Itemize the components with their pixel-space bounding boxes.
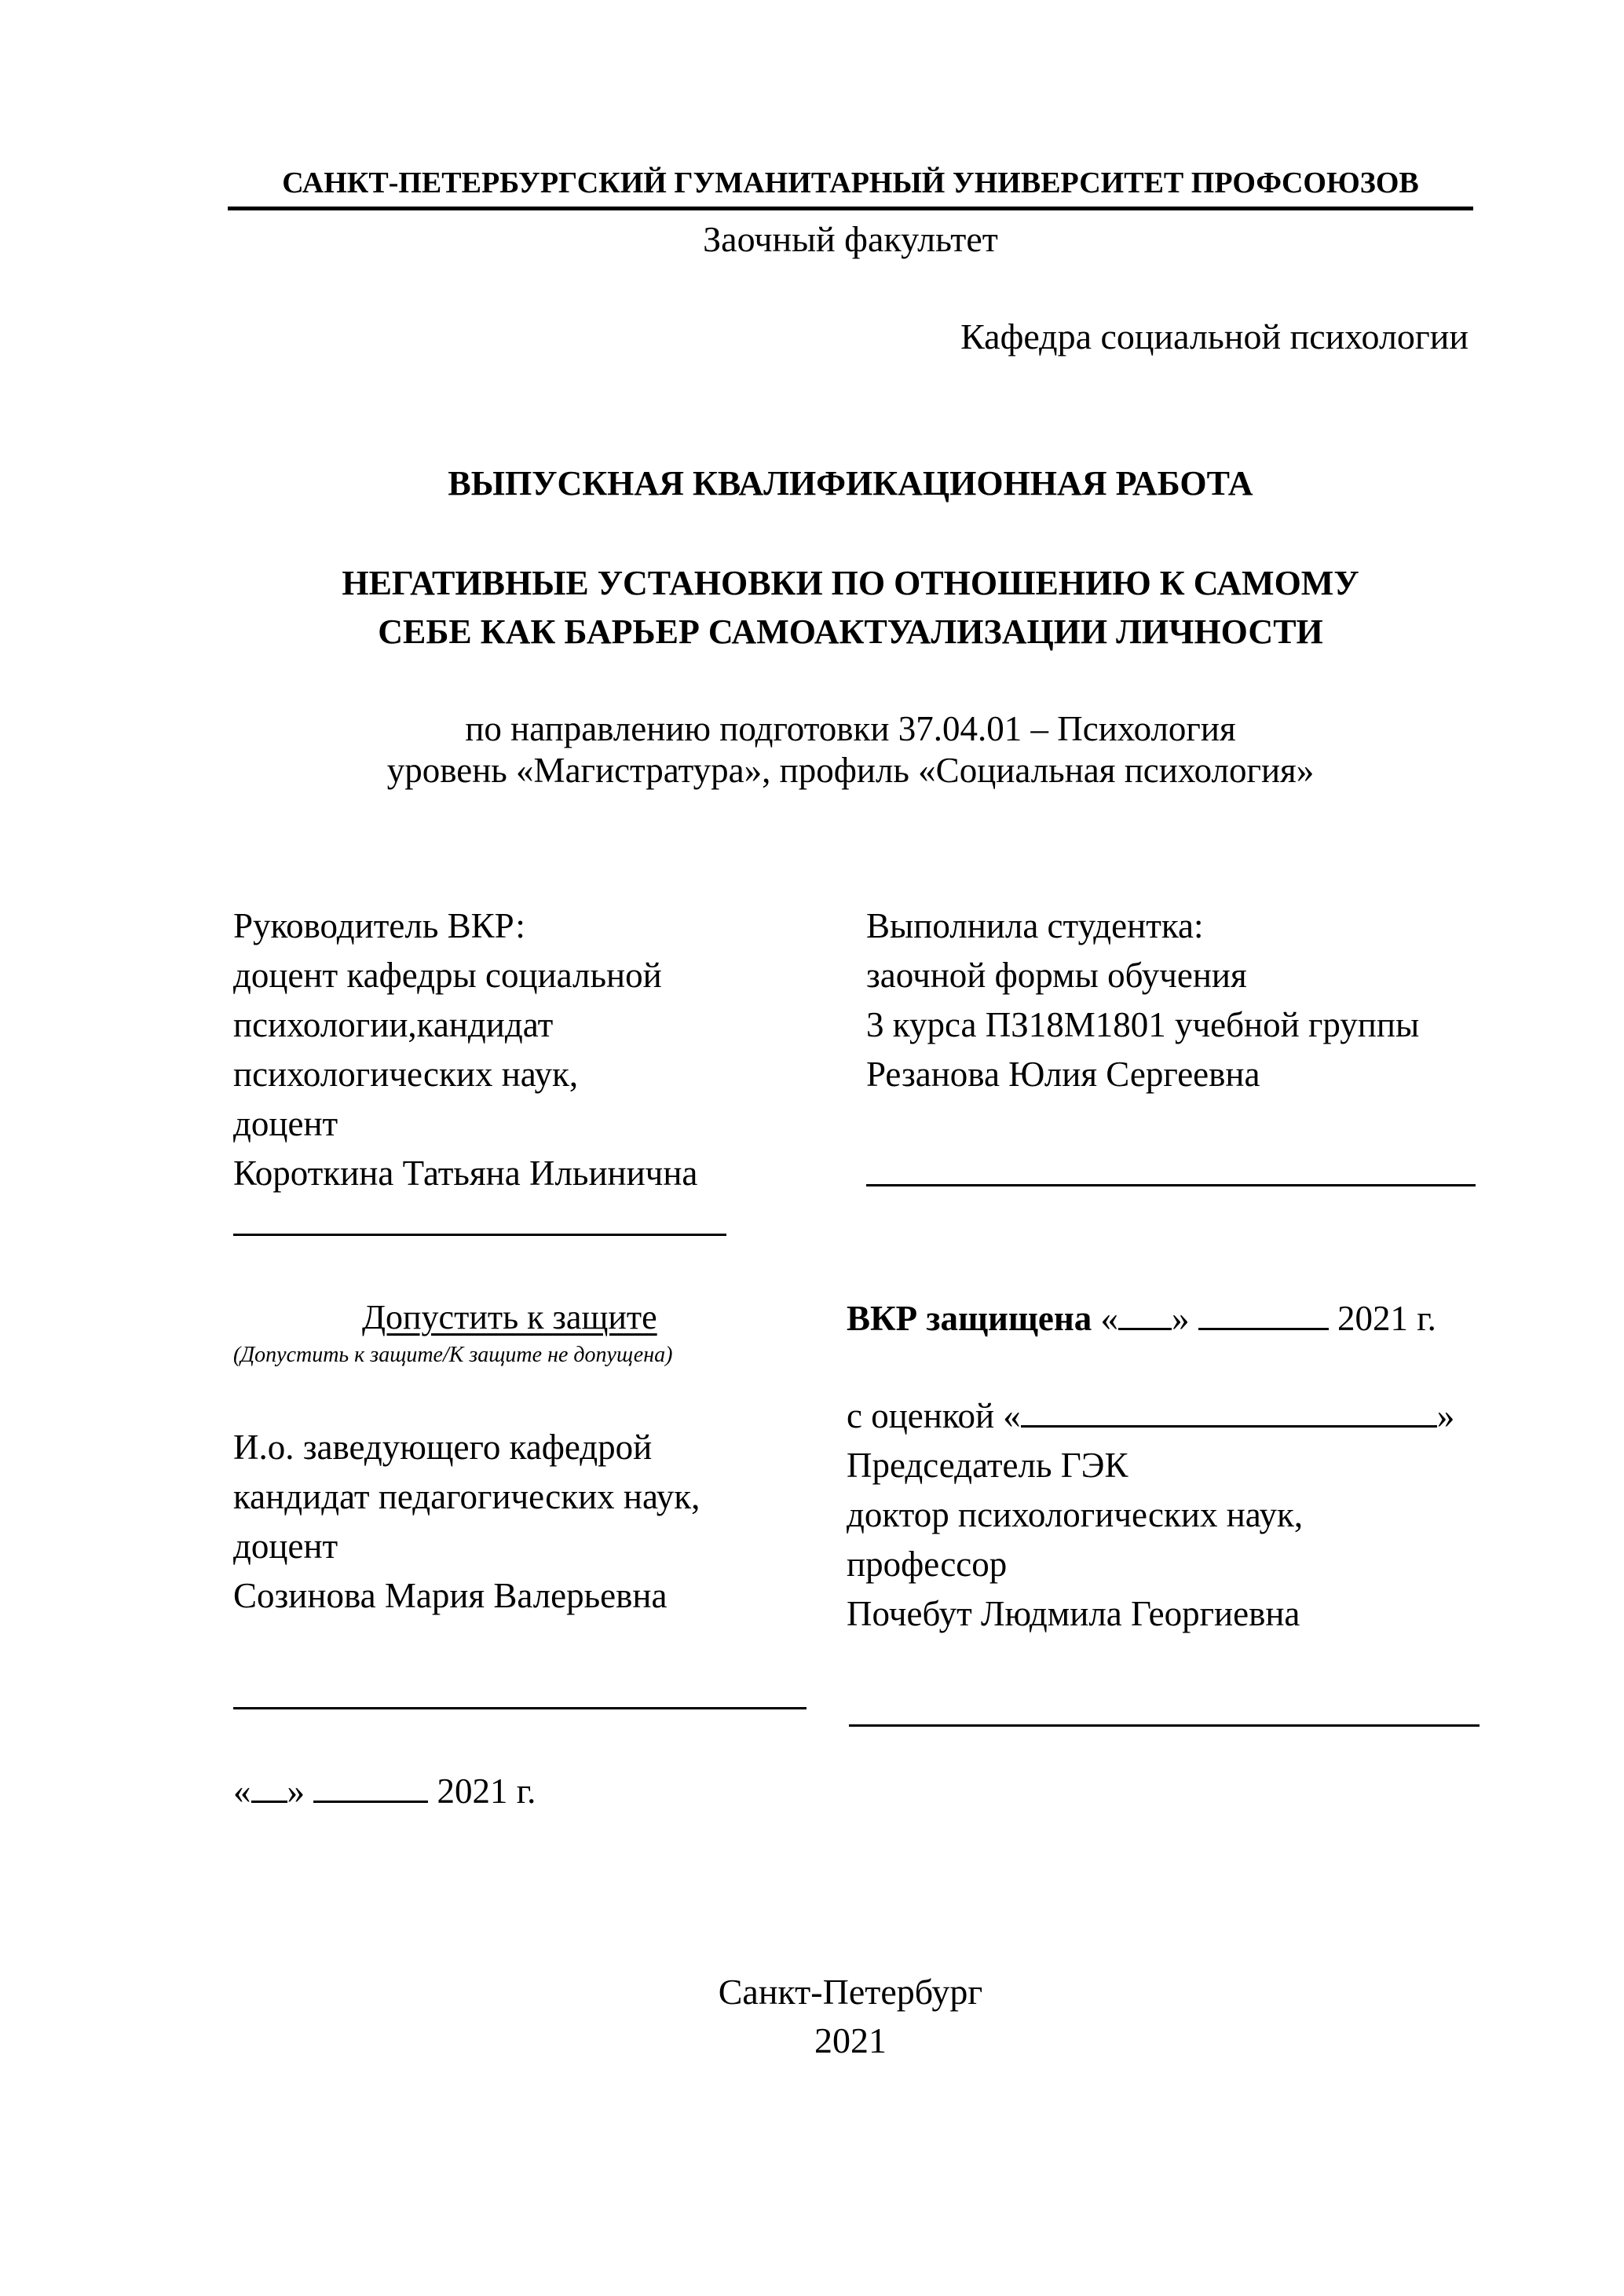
head-line: доцент bbox=[233, 1526, 338, 1566]
supervisor-name: Короткина Татьяна Ильинична bbox=[233, 1153, 698, 1193]
admission-year: 2021 г. bbox=[437, 1771, 536, 1811]
chair-line: профессор bbox=[847, 1545, 1008, 1584]
head-line: И.о. заведующего кафедрой bbox=[233, 1428, 653, 1467]
admission-day-blank[interactable] bbox=[251, 1800, 287, 1803]
program-line-1: по направлению подготовки 37.04.01 – Психология bbox=[465, 709, 1236, 748]
admission-decision: Допустить к защите bbox=[362, 1298, 657, 1336]
student-line: заочной формы обучения bbox=[866, 956, 1247, 995]
admission-month-blank[interactable] bbox=[313, 1800, 428, 1803]
head-name: Созинова Мария Валерьевна bbox=[233, 1576, 668, 1615]
admission-date bbox=[233, 1771, 536, 1811]
chair-signature-line[interactable] bbox=[849, 1724, 1480, 1727]
supervisor-label: Руководитель ВКР: bbox=[233, 906, 525, 945]
head-line: кандидат педагогических наук, bbox=[233, 1477, 700, 1516]
defense-date bbox=[847, 1301, 1436, 1336]
grade-label: с оценкой « bbox=[847, 1396, 1021, 1435]
student-line: 3 курса ПЗ18М1801 учебной группы bbox=[866, 1005, 1420, 1044]
defense-month-blank[interactable] bbox=[1198, 1327, 1329, 1330]
chair-line: доктор психологических наук, bbox=[847, 1495, 1304, 1534]
student-name: Резанова Юлия Сергеевна bbox=[866, 1055, 1260, 1094]
date-open-quote: « bbox=[233, 1771, 251, 1811]
topic-line-2: СЕБЕ КАК БАРЬЕР САМОАКТУАЛИЗАЦИИ ЛИЧНОСТИ bbox=[378, 612, 1323, 651]
topic-line-1: НЕГАТИВНЫЕ УСТАНОВКИ ПО ОТНОШЕНИЮ К САМОМУ bbox=[342, 564, 1359, 602]
work-type-heading: ВЫПУСКНАЯ КВАЛИФИКАЦИОННАЯ РАБОТА bbox=[448, 464, 1253, 503]
supervisor-line: доцент кафедры социальной bbox=[233, 956, 662, 995]
date-open-quote: « bbox=[1100, 1299, 1119, 1338]
department-name: Кафедра социальной психологии bbox=[960, 316, 1469, 356]
defense-day-blank[interactable] bbox=[1118, 1327, 1172, 1330]
footer-city: Санкт-Петербург bbox=[718, 1972, 983, 2012]
footer-year: 2021 bbox=[814, 2020, 887, 2060]
supervisor-line: психологических наук, bbox=[233, 1055, 579, 1094]
date-close-quote: » bbox=[287, 1771, 305, 1811]
chair-name: Почебут Людмила Георгиевна bbox=[847, 1594, 1300, 1633]
grade-close-quote: » bbox=[1436, 1396, 1455, 1435]
faculty-name: Заочный факультет bbox=[703, 219, 998, 259]
grade-blank[interactable] bbox=[1021, 1424, 1437, 1428]
admission-hint: (Допустить к защите/К защите не допущена) bbox=[233, 1343, 673, 1367]
defense-label: ВКР защищена bbox=[847, 1299, 1092, 1338]
date-close-quote: » bbox=[1172, 1299, 1190, 1338]
program-line-2: уровень «Магистратура», профиль «Социальная психология» bbox=[386, 751, 1315, 790]
university-name: САНКТ-ПЕТЕРБУРГСКИЙ ГУМАНИТАРНЫЙ УНИВЕРСИТЕТ ПРОФСОЮЗОВ bbox=[282, 166, 1419, 199]
student-label: Выполнила студентка: bbox=[866, 906, 1204, 945]
supervisor-line: доцент bbox=[233, 1104, 338, 1143]
supervisor-signature-line[interactable] bbox=[233, 1234, 726, 1236]
defense-year: 2021 г. bbox=[1337, 1299, 1436, 1338]
header-rule bbox=[228, 207, 1473, 210]
grade-row bbox=[847, 1398, 1454, 1434]
chair-line: Председатель ГЭК bbox=[847, 1446, 1128, 1485]
supervisor-line: психологии,кандидат bbox=[233, 1005, 554, 1044]
head-signature-line[interactable] bbox=[233, 1707, 807, 1709]
student-signature-line[interactable] bbox=[866, 1184, 1476, 1186]
